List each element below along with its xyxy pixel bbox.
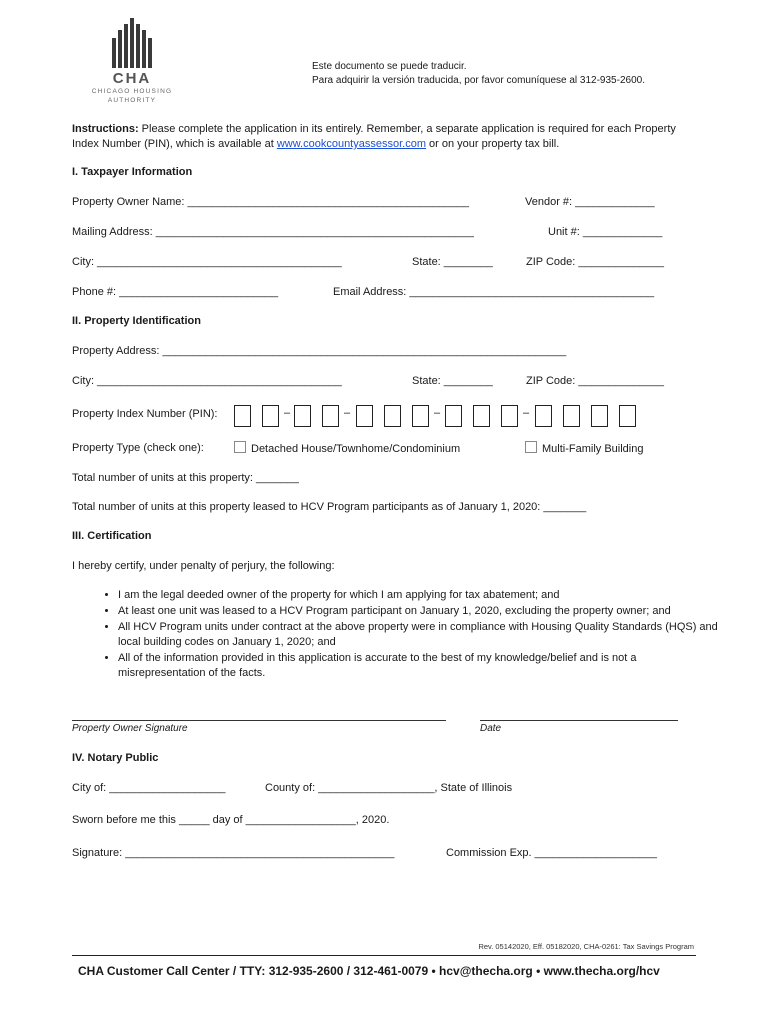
translation-notice [312, 60, 645, 88]
pin-separator: – [523, 407, 530, 419]
type-option-multifamily[interactable] [525, 441, 643, 455]
certification-item: • At least one unit was leased to a HCV Program participant on January 1, 2020, excluding the property owner; and [118, 604, 718, 619]
assessor-link[interactable]: www.cookcountyassessor.com [276, 138, 426, 150]
pin-digit-box[interactable] [591, 405, 608, 427]
certification-item: • All of the information provided in this application is accurate to the best of my knowledge/belief and is not a misrepresentation of the facts. [118, 651, 718, 681]
certification-item: • I am the legal deeded owner of the property for which I am applying for tax abatement; and [118, 588, 718, 603]
email-field[interactable]: Email Address: ________________________________________ [333, 286, 655, 298]
section-property-heading: II. Property Identification [72, 315, 201, 327]
pin-digit-box[interactable] [445, 405, 462, 427]
date-label: Date [480, 723, 502, 734]
date-line[interactable] [480, 720, 678, 721]
revision-note: Rev. 05142020, Eff. 05182020, CHA-0261: Tax Savings Program [478, 942, 694, 951]
signature-line[interactable] [72, 720, 446, 721]
property-type-label: Property Type (check one): [72, 442, 204, 454]
instructions-label: Instructions: [72, 123, 139, 135]
vendor-field[interactable]: Vendor #: _____________ [525, 196, 655, 208]
pin-digit-box[interactable] [619, 405, 636, 427]
instructions [72, 122, 692, 152]
logo-title: CHA [112, 70, 152, 87]
sworn-field[interactable]: Sworn before me this _____ day of __________________, 2020. [72, 814, 390, 826]
pin-separator: – [434, 407, 441, 419]
pin-digit-box[interactable] [473, 405, 490, 427]
state-field[interactable]: State: ________ [412, 256, 493, 268]
cha-building-icon [110, 18, 154, 68]
property-address-field[interactable]: Property Address: __________________________________________________________________ [72, 345, 567, 357]
property-city-field[interactable]: City: ________________________________________ [72, 375, 342, 387]
units-leased-field[interactable]: Total number of units at this property leased to HCV Program participants as of January 1, 2020: _______ [72, 501, 587, 513]
translation-line-2: Para adquirir la versión traducida, por favor comuníquese al 312-935-2600. [312, 75, 645, 86]
commission-exp-field[interactable]: Commission Exp. ____________________ [446, 847, 657, 859]
pin-separator: – [344, 407, 351, 419]
pin-digit-box[interactable] [384, 405, 401, 427]
instructions-text-end: or on your property tax bill. [425, 138, 560, 150]
notary-city-field[interactable]: City of: ___________________ [72, 782, 226, 794]
footer-divider [72, 955, 696, 956]
logo-subtitle-2: AUTHORITY [107, 97, 157, 104]
pin-digit-box[interactable] [535, 405, 552, 427]
unit-field[interactable]: Unit #: _____________ [548, 226, 663, 238]
section-taxpayer-heading: I. Taxpayer Information [72, 166, 193, 178]
zip-field[interactable]: ZIP Code: ______________ [526, 256, 665, 268]
instructions-text: Please complete the application in its entirely. Remember, a separate application is required for each Property Index Number (PIN), which is available at [72, 123, 676, 150]
notary-county-field[interactable]: County of: ___________________, State of Illinois [265, 782, 513, 794]
type-option-detached[interactable] [234, 441, 460, 455]
certification-item: • All HCV Program units under contract at the above property were in compliance with Housing Quality Standards (HQS) and local building codes on January 1, 2020; and [118, 620, 718, 650]
pin-label: Property Index Number (PIN): [72, 408, 218, 420]
pin-digit-box[interactable] [234, 405, 251, 427]
certification-intro: I hereby certify, under penalty of perjury, the following: [72, 560, 335, 572]
translation-line-1: Este documento se puede traducir. [312, 61, 467, 72]
notary-signature-field[interactable]: Signature: ____________________________________________ [72, 847, 395, 859]
phone-field[interactable]: Phone #: __________________________ [72, 286, 279, 298]
logo-subtitle-1: CHICAGO HOUSING [91, 88, 173, 95]
pin-separator: – [284, 407, 291, 419]
certification-list [92, 588, 718, 682]
pin-digit-box[interactable] [322, 405, 339, 427]
units-total-field[interactable]: Total number of units at this property: _______ [72, 472, 299, 484]
pin-digit-box[interactable] [563, 405, 580, 427]
footer-contact: CHA Customer Call Center / TTY: 312-935-2600 / 312-461-0079 • hcv@thecha.org • www.thecha.org/hcv [78, 964, 660, 978]
checkbox-icon[interactable] [525, 441, 537, 453]
mailing-address-field[interactable]: Mailing Address: ____________________________________________________ [72, 226, 474, 238]
section-notary-heading: IV. Notary Public [72, 752, 159, 764]
property-state-field[interactable]: State: ________ [412, 375, 493, 387]
pin-digit-box[interactable] [501, 405, 518, 427]
pin-digit-box[interactable] [262, 405, 279, 427]
pin-digit-box[interactable] [412, 405, 429, 427]
type-option-detached-label: Detached House/Townhome/Condominium [251, 443, 461, 455]
cha-logo [82, 18, 182, 105]
type-option-multifamily-label: Multi-Family Building [542, 443, 644, 455]
pin-digit-box[interactable] [356, 405, 373, 427]
section-certification-heading: III. Certification [72, 530, 152, 542]
pin-digit-box[interactable] [294, 405, 311, 427]
signature-label: Property Owner Signature [72, 723, 188, 734]
city-field[interactable]: City: ________________________________________ [72, 256, 342, 268]
owner-name-field[interactable]: Property Owner Name: ______________________________________________ [72, 196, 469, 208]
checkbox-icon[interactable] [234, 441, 246, 453]
property-zip-field[interactable]: ZIP Code: ______________ [526, 375, 665, 387]
